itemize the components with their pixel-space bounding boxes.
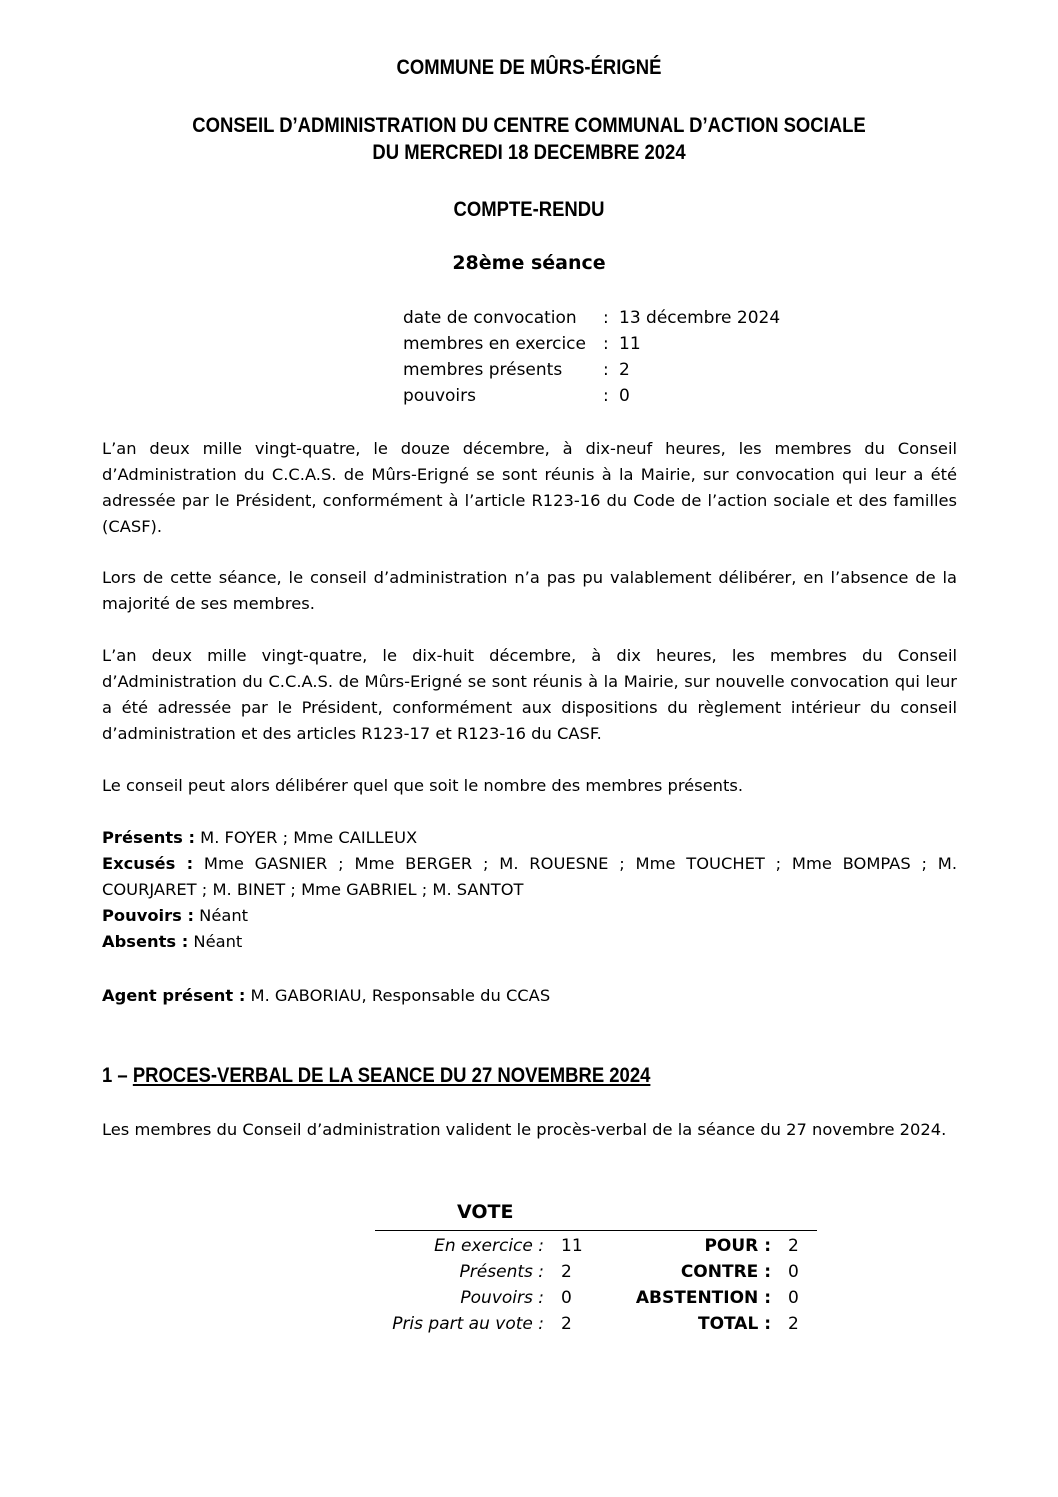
section-text: Les membres du Conseil d’administration valident le procès-verbal de la séance du 27 novembre 2024. (102, 1120, 947, 1139)
excuses-label: Excusés : (102, 854, 194, 873)
agent-value: M. GABORIAU, Responsable du CCAS (245, 986, 551, 1005)
meta-row (403, 383, 780, 409)
meta-row (403, 305, 780, 331)
meta-value: 13 décembre 2024 (619, 308, 781, 328)
vote-label: Pouvoirs : (460, 1288, 544, 1308)
meta-colon: : (603, 334, 609, 354)
council-title-line1: CONSEIL D’ADMINISTRATION DU CENTRE COMMUNAL D’ACTION SOCIALE (192, 114, 866, 137)
section-title: PROCES-VERBAL DE LA SEANCE DU 27 NOVEMBRE 2024 (132, 1064, 651, 1087)
section-number: 1 – (102, 1064, 133, 1087)
presents-value: M. FOYER ; Mme CAILLEUX (194, 828, 418, 847)
vote-result-label: POUR : (704, 1236, 771, 1256)
vote-result-value: 0 (788, 1288, 799, 1308)
vote-value: 2 (561, 1314, 572, 1334)
commune-heading: COMMUNE DE MÛRS-ÉRIGNÉ (396, 56, 662, 79)
seance-number: 28ème séance (452, 252, 606, 274)
agent-label: Agent présent : (102, 986, 246, 1005)
convocation-info (403, 305, 780, 409)
pouvoirs-value: Néant (194, 906, 249, 925)
absents-value: Néant (188, 932, 243, 951)
meta-label: membres en exercice (403, 334, 586, 354)
paragraph-second-convocation: L’an deux mille vingt-quatre, le dix-huit décembre, à dix heures, les membres du Conseil d’Administration du C.C.A.S. de Mûrs-Erigné se sont réunis à la Mairie, sur nouvelle convocation qui leur a été adressée par le Président, conformément aux dispositions du règlement intérieur du conseil d’administration et des articles R123-17 et R123-16 du CASF. (102, 646, 957, 743)
vote-title: VOTE (457, 1201, 514, 1223)
paragraph-deliberation: Le conseil peut alors délibérer quel que soit le nombre des membres présents. (102, 776, 744, 795)
meta-value: 2 (619, 360, 630, 380)
absents-line (102, 929, 957, 955)
vote-result-label: CONTRE : (680, 1262, 771, 1282)
vote-value: 0 (561, 1288, 572, 1308)
vote-row (375, 1285, 817, 1311)
vote-result-label: ABSTENTION : (635, 1288, 771, 1308)
presents-label: Présents : (102, 828, 195, 847)
vote-result-label: TOTAL : (697, 1314, 771, 1334)
paragraph-first-convocation: L’an deux mille vingt-quatre, le douze décembre, à dix-neuf heures, les membres du Conseil d’Administration du C.C.A.S. de Mûrs-Erigné se sont réunis à la Mairie, sur convocation qui leur a été adressée par le Président, conformément à l’article R123-16 du Code de l’action sociale et des familles (CASF). (102, 439, 957, 536)
vote-label: En exercice : (434, 1236, 544, 1256)
vote-label: Présents : (459, 1262, 544, 1282)
meta-colon: : (603, 360, 609, 380)
meta-colon: : (603, 386, 609, 406)
pouvoirs-label: Pouvoirs : (102, 906, 194, 925)
doc-type-heading: COMPTE-RENDU (453, 198, 605, 221)
excuses-line (102, 851, 957, 903)
vote-value: 11 (561, 1236, 583, 1256)
vote-result-value: 0 (788, 1262, 799, 1282)
meta-row (403, 331, 780, 357)
vote-result-value: 2 (788, 1236, 799, 1256)
meta-value: 0 (619, 386, 630, 406)
absents-label: Absents : (102, 932, 189, 951)
vote-value: 2 (561, 1262, 572, 1282)
meta-colon: : (603, 308, 609, 328)
agent-line (102, 983, 957, 1009)
vote-divider (375, 1230, 817, 1231)
vote-table (375, 1233, 817, 1337)
vote-row (375, 1311, 817, 1337)
vote-row (375, 1259, 817, 1285)
vote-result-value: 2 (788, 1314, 799, 1334)
meta-label: pouvoirs (403, 386, 476, 406)
meta-row (403, 357, 780, 383)
meta-label: date de convocation (403, 308, 577, 328)
vote-label: Pris part au vote : (392, 1314, 544, 1334)
meta-value: 11 (619, 334, 641, 354)
vote-row (375, 1233, 817, 1259)
paragraph-no-quorum: Lors de cette séance, le conseil d’administration n’a pas pu valablement délibérer, en l’absence de la majorité de ses membres. (102, 568, 957, 613)
pouvoirs-line (102, 903, 957, 929)
meta-label: membres présents (403, 360, 563, 380)
council-title-line2: DU MERCREDI 18 DECEMBRE 2024 (372, 141, 686, 164)
presents-line (102, 825, 957, 851)
section-heading (102, 1064, 650, 1088)
excuses-value: Mme GASNIER ; Mme BERGER ; M. ROUESNE ; Mme TOUCHET ; Mme BOMPAS ; M. COURJARET ; M. BINET ; Mme GABRIEL ; M. SANTOT (102, 854, 957, 899)
